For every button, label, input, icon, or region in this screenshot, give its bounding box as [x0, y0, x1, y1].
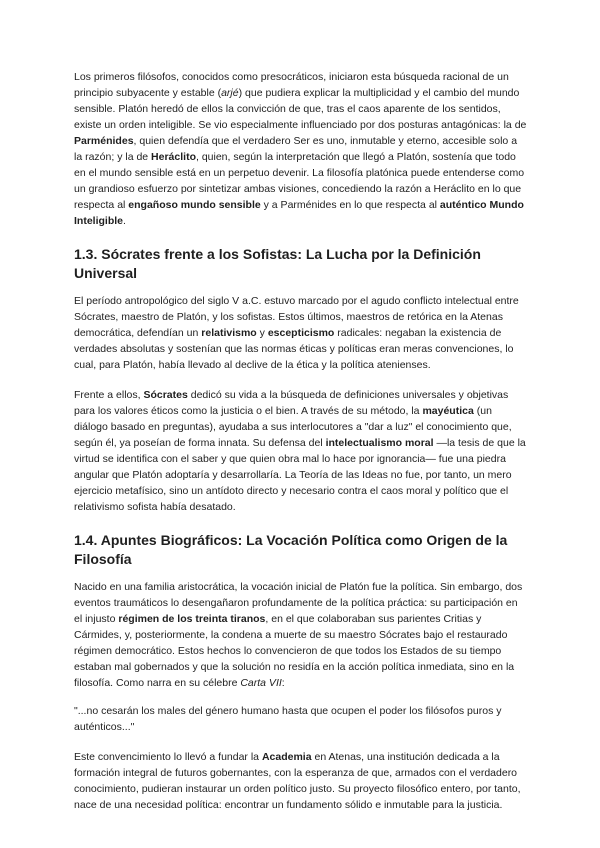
section-1-3-paragraph-2: [74, 387, 528, 515]
text-run: Frente a ellos,: [74, 389, 144, 401]
text-run: , quien defendía que el verdadero Ser es uno, inmutable y eterno, accesible solo a la razón; y la de: [74, 135, 518, 163]
term-mayeutica: mayéutica: [422, 405, 474, 417]
term-regimen-treinta-tiranos: régimen de los treinta tiranos: [118, 613, 266, 625]
term-heraclito: Heráclito: [151, 151, 196, 163]
term-mundo-inteligible: auténtico Mundo Inteligible: [74, 199, 524, 227]
quote-paragraph: "...no cesarán los males del género humano hasta que ocupen el poder los filósofos puros y auténticos...": [74, 705, 502, 733]
term-escepticismo: escepticismo: [267, 327, 335, 339]
term-arje: arjé: [221, 87, 239, 99]
text-run: ) que pudiera explicar la multiplicidad y el cambio del mundo sensible. Platón heredó de ellos la convicción de que, tras el caos aparente de los sentidos, existe un orden inteligible. Se vio especialmente influenciado por dos posturas antagónicas: la de: [74, 87, 527, 131]
section-heading-1-4: 1.4. Apuntes Biográficos: La Vocación Política como Origen de la Filosofía: [74, 532, 508, 567]
text-run: , quien, según la interpretación que llegó a Platón, sostenía que todo en el mundo sensible está en un perpetuo devenir. La filosofía platónica puede entenderse como un grandioso esfuerzo por sintetizar ambas visiones, concediendo la razón a Heráclito en lo que respecta al: [74, 151, 525, 211]
text-run: Los primeros filósofos, conocidos como presocráticos, iniciaron esta búsqueda racional de un principio subyacente y estable (: [74, 71, 509, 99]
text-run: y a Parménides en lo que respecta al: [260, 199, 440, 211]
term-relativismo: relativismo: [201, 327, 257, 339]
text-run: y: [256, 327, 268, 339]
term-mundo-sensible: engañoso mundo sensible: [128, 199, 261, 211]
term-socrates: Sócrates: [143, 389, 188, 401]
term-parmenides: Parménides: [74, 135, 134, 147]
text-run: .: [123, 215, 126, 227]
text-run: radicales: negaban la existencia de verdades absolutas y sostenían que las normas éticas y políticas eran meras convenciones, lo cual, para Platón, había llevado al declive de la ética y la política atenienses.: [74, 327, 514, 371]
section-1-4-paragraph-2: [74, 749, 528, 813]
section-1-4-paragraph-1: [74, 579, 528, 691]
text-run: :: [281, 677, 285, 689]
text-run: dedicó su vida a la búsqueda de definiciones universales y objetivas para los valores éticos como la justicia o el bien. A través de su método, la: [74, 389, 509, 417]
section-1-3-paragraph-1: [74, 293, 528, 373]
text-run: Nacido en una familia aristocrática, la vocación inicial de Platón fue la política. Sin embargo, dos eventos traumáticos lo desengañaron profundamente de la política práctica: su participación en el injusto: [74, 581, 523, 625]
text-run: Este convencimiento lo llevó a fundar la: [74, 751, 262, 763]
text-run: —la tesis de que la virtud se identifica con el saber y que quien obra mal lo hace por ignorancia— fue una piedra angular que Platón adoptaría y desarrollaría. La Teoría de las Ideas no fue, por tanto, un mero ejercicio metafísico, sino un antídoto directo y necesario contra el caos moral y político que el relativismo sofista había desatado.: [74, 437, 526, 513]
intro-paragraph: [74, 69, 528, 229]
text-run: El período antropológico del siglo V a.C. estuvo marcado por el agudo conflicto intelectual entre Sócrates, maestro de Platón, y los sofistas. Estos últimos, maestros de retórica en la Atenas democrática, defendían un: [74, 295, 519, 339]
term-carta-vii: Carta VII: [240, 677, 282, 689]
text-run: (un diálogo basado en preguntas), ayudaba a sus interlocutores a "dar a luz" el conocimiento que, según él, ya poseían de forma innata. Su defensa del: [74, 405, 512, 449]
term-academia: Academia: [261, 751, 312, 763]
term-intelectualismo-moral: intelectualismo moral: [325, 437, 434, 449]
section-heading-1-3: 1.3. Sócrates frente a los Sofistas: La Lucha por la Definición Universal: [74, 246, 481, 281]
text-run: , en el que colaboraban sus parientes Critias y Cármides, y, posteriormente, la condena a muerte de su maestro Sócrates bajo el restaurado régimen democrático. Estos hechos lo convencieron de que todos los Estados de su tiempo estaban mal gobernados y que la solución no residía en la acción política inmediata, sino en la filosofía. Como narra en su célebre: [74, 613, 515, 689]
text-run: en Atenas, una institución dedicada a la formación integral de futuros gobernantes, con la esperanza de que, armados con el verdadero conocimiento, pudieran instaurar un orden político justo. Su proyecto filosófico entero, por tanto, nace de una necesidad política: encontrar un fundamento sólido e inmutable para la justicia.: [74, 751, 521, 811]
